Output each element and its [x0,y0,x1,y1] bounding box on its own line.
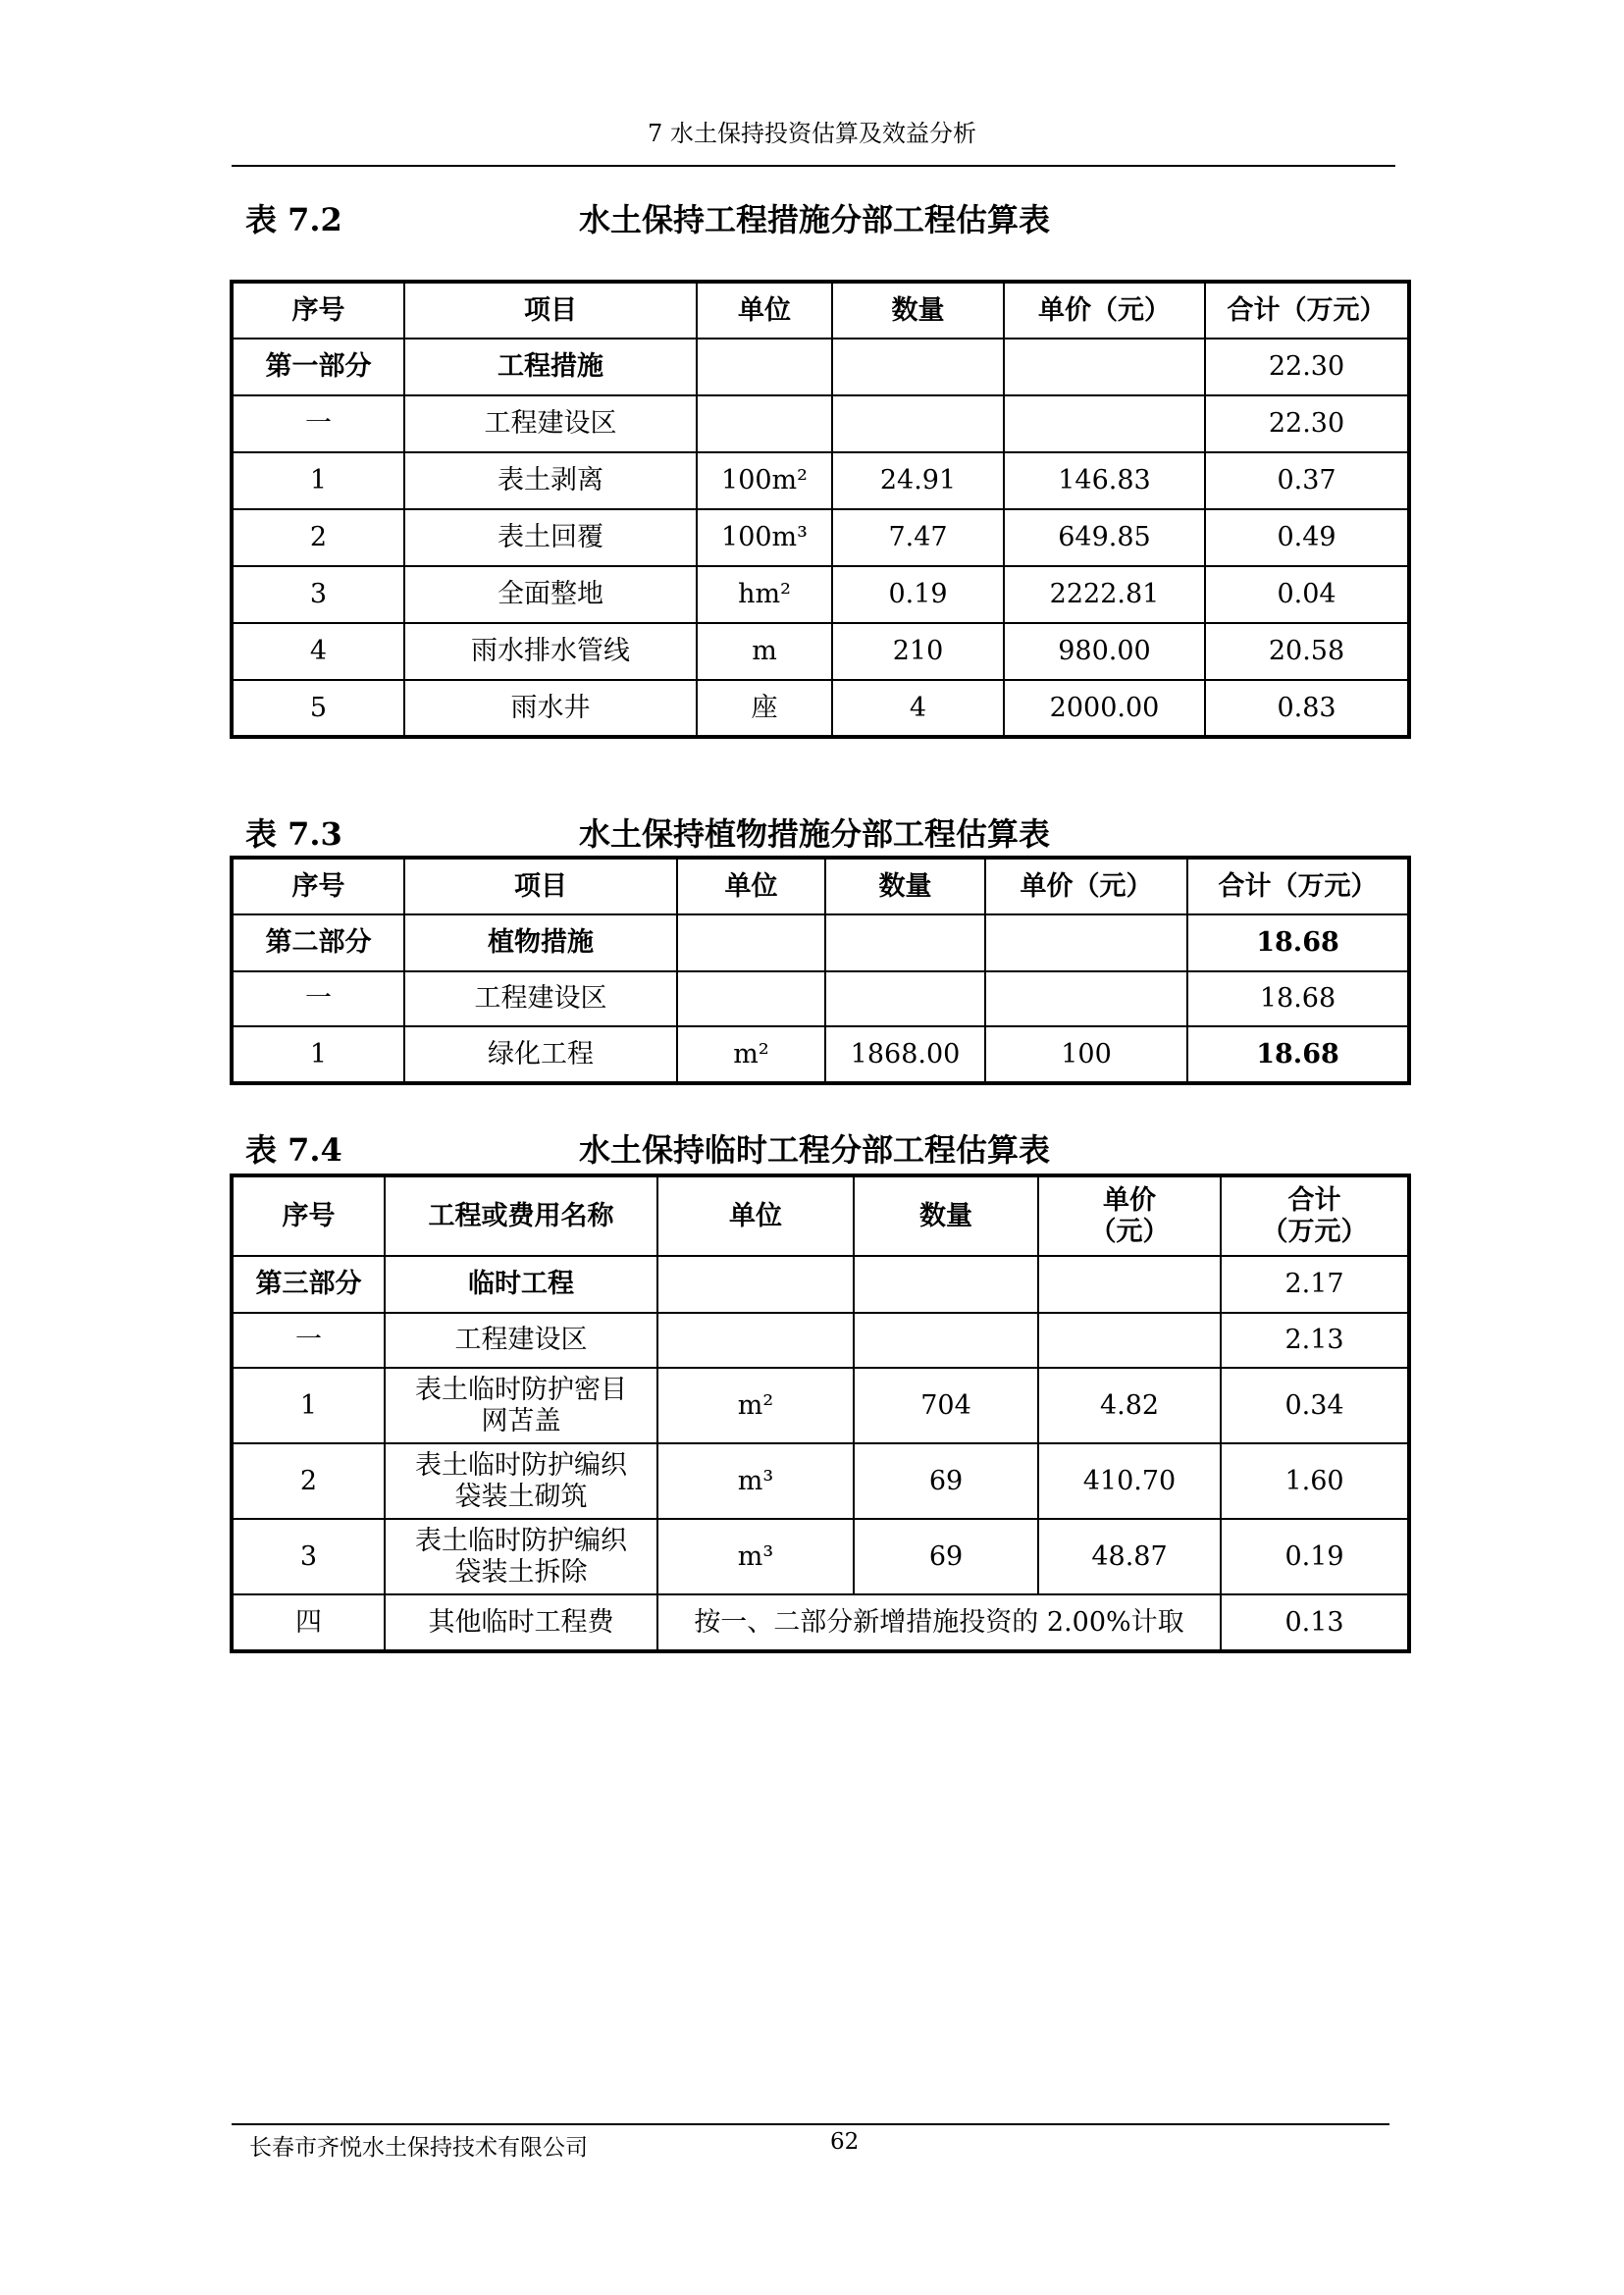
table-cell [657,1256,854,1313]
table-cell: 1.60 [1221,1443,1409,1519]
table-cell: 雨水井 [404,680,697,737]
table-cell [677,914,825,971]
table-cell: 22.30 [1205,339,1409,395]
table-cell: 649.85 [1004,509,1205,566]
table-cell: 69 [854,1519,1038,1594]
table-number: 表 7.2 [245,201,342,238]
table-cell: 0.37 [1205,452,1409,509]
table-row [232,1368,1409,1443]
table-cell: m³ [657,1519,854,1594]
footer-rule [232,2123,1389,2125]
table-cell: 2222.81 [1004,566,1205,623]
table-cell: 22.30 [1205,395,1409,452]
cell-line: 网苫盖 [481,1405,561,1436]
table-row [232,1256,1409,1313]
table-cell: 第一部分 [232,339,404,395]
table-cell: m² [657,1368,854,1443]
table-cell: 1 [232,452,404,509]
table-row [232,1594,1409,1651]
table-cell: 69 [854,1443,1038,1519]
table-cell: 四 [232,1594,385,1651]
table-cell: 2000.00 [1004,680,1205,737]
cell-line: 表土临时防护密目 [415,1374,627,1405]
table-cell: 0.19 [832,566,1004,623]
table-cell [854,1256,1038,1313]
header-cell: 序号 [232,858,404,914]
header-line: （万元） [1261,1216,1368,1247]
table-cell: 0.04 [1205,566,1409,623]
table-row [232,623,1409,680]
table-cell: 其他临时工程费 [385,1594,657,1651]
header-cell: 单位 [657,1175,854,1256]
table-cell: 0.49 [1205,509,1409,566]
table-cell [385,1368,657,1443]
table-cell: 2.13 [1221,1313,1409,1368]
table-cell: 第二部分 [232,914,404,971]
table-row [232,339,1409,395]
table-row [232,452,1409,509]
header-line: 合计 [1287,1184,1341,1216]
header-cell: 数量 [825,858,985,914]
header-cell: 合计（万元） [1187,858,1409,914]
header-cell: 单价（元） [1004,282,1205,339]
header-cell: 序号 [232,1175,385,1256]
header-cell: 序号 [232,282,404,339]
table-cell: 工程建设区 [385,1313,657,1368]
table-cell: 100m³ [697,509,832,566]
table-row [232,914,1409,971]
table-cell [985,914,1187,971]
table-header-row [232,1175,1409,1256]
table-cell: 工程建设区 [404,971,677,1026]
header-cell: 数量 [854,1175,1038,1256]
cell-line: 表土临时防护编织 [415,1449,627,1481]
table-cell: m³ [657,1443,854,1519]
table-cell: 210 [832,623,1004,680]
table-title: 水土保持工程措施分部工程估算表 [579,201,1051,238]
table-row [232,1026,1409,1083]
header-cell [1221,1175,1409,1256]
table-cell [677,971,825,1026]
table-cell: 18.68 [1187,914,1409,971]
table-cell: 4 [832,680,1004,737]
table-cell: 48.87 [1038,1519,1221,1594]
table-cell: 绿化工程 [404,1026,677,1083]
header-cell: 单位 [677,858,825,914]
header-cell: 项目 [404,282,697,339]
table-cell [985,971,1187,1026]
table-cell: 704 [854,1368,1038,1443]
table-header-row [232,858,1409,914]
table-cell: 按一、二部分新增措施投资的 2.00%计取 [657,1594,1221,1651]
table-cell: 第三部分 [232,1256,385,1313]
header-cell: 单位 [697,282,832,339]
table-cell: 0.34 [1221,1368,1409,1443]
table-cell: 0.13 [1221,1594,1409,1651]
table-cell: 2 [232,1443,385,1519]
table-cell: 工程建设区 [404,395,697,452]
table-cell [1038,1256,1221,1313]
table-cell: 一 [232,395,404,452]
table-cell [1038,1313,1221,1368]
table-cell: 2 [232,509,404,566]
table-row [232,971,1409,1026]
table-cell: 一 [232,1313,385,1368]
table-row [232,509,1409,566]
table-cell: 146.83 [1004,452,1205,509]
header-line: （元） [1089,1216,1170,1247]
cell-line: 袋装土拆除 [454,1556,588,1588]
cell-line: 袋装土砌筑 [454,1481,588,1512]
table-cell [832,395,1004,452]
table-row [232,566,1409,623]
table-cell [825,914,985,971]
table-cell: 0.19 [1221,1519,1409,1594]
table-number: 表 7.4 [245,1131,342,1169]
table-cell: 24.91 [832,452,1004,509]
table-cell: m [697,623,832,680]
table-cell: 1868.00 [825,1026,985,1083]
table-cell: 20.58 [1205,623,1409,680]
header-cell [1038,1175,1221,1256]
header-cell: 工程或费用名称 [385,1175,657,1256]
table-cell: 100 [985,1026,1187,1083]
header-rule [232,165,1395,167]
table-row [232,1443,1409,1519]
table-cell: 临时工程 [385,1256,657,1313]
chapter-header: 7 水土保持投资估算及效益分析 [648,120,976,147]
table-header-row [232,282,1409,339]
table-cell: 一 [232,971,404,1026]
table-cell: 1 [232,1368,385,1443]
table-cell: 工程措施 [404,339,697,395]
table-cell: 1 [232,1026,404,1083]
table-cell: 3 [232,566,404,623]
table-cell: 18.68 [1187,971,1409,1026]
header-cell: 数量 [832,282,1004,339]
table-cell: 4.82 [1038,1368,1221,1443]
table-cell: m² [677,1026,825,1083]
table-row [232,395,1409,452]
header-cell: 合计（万元） [1205,282,1409,339]
table-cell: 100m² [697,452,832,509]
table-row [232,1519,1409,1594]
table-cell: 植物措施 [404,914,677,971]
table-cell: 0.83 [1205,680,1409,737]
table-cell [697,339,832,395]
header-cell: 项目 [404,858,677,914]
table-title: 水土保持植物措施分部工程估算表 [579,815,1051,853]
table-cell: 410.70 [1038,1443,1221,1519]
table-cell [854,1313,1038,1368]
page-number: 62 [830,2129,860,2155]
table-cell: 4 [232,623,404,680]
company-name: 长春市齐悦水土保持技术有限公司 [249,2135,588,2161]
cell-line: 表土临时防护编织 [415,1525,627,1556]
table-row [232,680,1409,737]
table-cell: 5 [232,680,404,737]
table-cell [825,971,985,1026]
table-cell: 表土剥离 [404,452,697,509]
table-cell [1004,395,1205,452]
table-cell [657,1313,854,1368]
table-7-4 [230,1174,1411,1653]
table-cell: 3 [232,1519,385,1594]
table-title: 水土保持临时工程分部工程估算表 [579,1131,1051,1169]
table-cell: 座 [697,680,832,737]
table-cell [832,339,1004,395]
table-cell: 980.00 [1004,623,1205,680]
table-row [232,1313,1409,1368]
table-number: 表 7.3 [245,815,342,853]
table-cell [697,395,832,452]
table-cell: 2.17 [1221,1256,1409,1313]
table-cell [1004,339,1205,395]
table-cell: 18.68 [1187,1026,1409,1083]
table-cell: 表土回覆 [404,509,697,566]
table-cell: 全面整地 [404,566,697,623]
table-cell: 雨水排水管线 [404,623,697,680]
table-cell: 7.47 [832,509,1004,566]
table-7-3 [230,856,1411,1085]
header-cell: 单价（元） [985,858,1187,914]
header-line: 单价 [1103,1184,1156,1216]
table-7-2 [230,280,1411,739]
table-cell [385,1519,657,1594]
table-cell [385,1443,657,1519]
table-cell: hm² [697,566,832,623]
